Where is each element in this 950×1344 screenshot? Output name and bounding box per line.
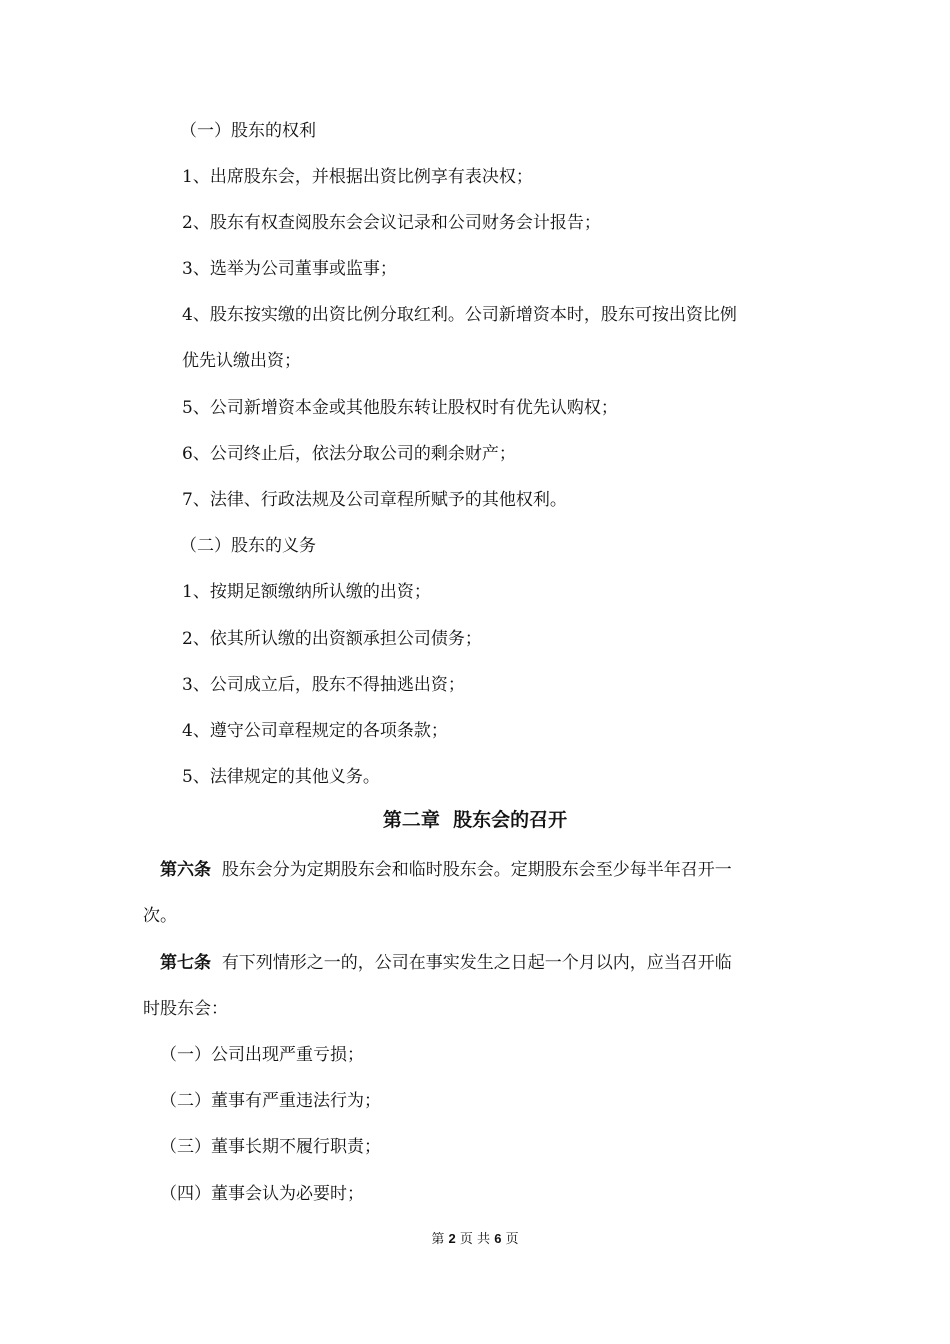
current-page-number: 2: [448, 1231, 456, 1246]
article-text: 有下列情形之一的，公司在事实发生之日起一个月以内，应当召开临: [221, 953, 732, 973]
list-item: （四）董事会认为必要时；: [160, 1184, 364, 1204]
list-item: 5、公司新增资本金或其他股东转让股权时有优先认购权；: [182, 398, 618, 418]
list-item: （二）董事有严重违法行为；: [160, 1091, 381, 1111]
list-item: 2、股东有权查阅股东会会议记录和公司财务会计报告；: [182, 213, 601, 233]
list-item: 1、按期足额缴纳所认缴的出资；: [182, 582, 431, 602]
list-item: 3、公司成立后，股东不得抽逃出资；: [182, 675, 465, 695]
footer-suffix: 页: [505, 1232, 519, 1247]
page-footer: [0, 1230, 950, 1249]
list-item: 7、法律、行政法规及公司章程所赋予的其他权利。: [182, 490, 567, 510]
section-heading-rights: （一）股东的权利: [180, 121, 316, 141]
chapter-title: 第二章 股东会的召开: [382, 809, 568, 831]
section-heading-obligations: （二）股东的义务: [180, 536, 316, 556]
list-item: 3、选举为公司董事或监事；: [182, 259, 397, 279]
list-item: 5、法律规定的其他义务。: [182, 767, 380, 787]
footer-mid: 页 共: [459, 1232, 491, 1247]
list-item: 4、股东按实缴的出资比例分取红利。公司新增资本时，股东可按出资比例: [182, 305, 737, 325]
list-item: 4、遵守公司章程规定的各项条款；: [182, 721, 448, 741]
article-label: 第六条: [160, 860, 211, 880]
article-continuation: 次。: [143, 906, 177, 926]
article-text: 股东会分为定期股东会和临时股东会。定期股东会至少每半年召开一: [221, 860, 732, 880]
article-6: [160, 858, 732, 882]
list-item: 6、公司终止后，依法分取公司的剩余财产；: [182, 444, 516, 464]
list-item-continuation: 优先认缴出资；: [182, 351, 301, 371]
list-item: 2、依其所认缴的出资额承担公司债务；: [182, 629, 482, 649]
article-label: 第七条: [160, 953, 211, 973]
total-page-number: 6: [494, 1231, 502, 1246]
article-continuation: 时股东会：: [143, 999, 228, 1019]
footer-prefix: 第: [431, 1232, 445, 1247]
list-item: （一）公司出现严重亏损；: [160, 1045, 364, 1065]
article-7: [160, 951, 732, 975]
list-item: （三）董事长期不履行职责；: [160, 1137, 381, 1157]
list-item: 1、出席股东会，并根据出资比例享有表决权；: [182, 167, 533, 187]
